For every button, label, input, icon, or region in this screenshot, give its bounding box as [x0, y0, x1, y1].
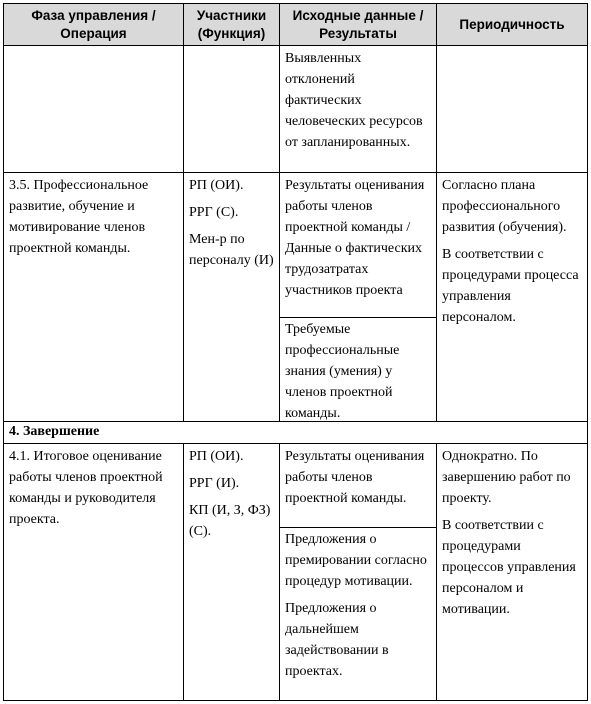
header-data-label: Исходные данные / Результаты [292, 7, 424, 41]
cell-empty [4, 46, 184, 172]
data-3-5-text-1: Результаты оценивания работы членов проектной команды / Данные о фактических трудозатратах участников проекта [285, 178, 425, 298]
data-3-5-text-2: Требуемые профессиональные знания (умения) у членов проектной команды. [285, 322, 400, 421]
section-row-4 [4, 421, 587, 443]
table-row-3-5 [4, 172, 587, 421]
periodicity-text: В соответствии с процедурами процесса управления персоналом. [442, 247, 579, 325]
section-title: 4. Завершение [9, 424, 100, 439]
cell-participants-3-5 [184, 173, 280, 421]
cell-deviations [280, 46, 437, 172]
data-4-1-text-1: Результаты оценивания работы членов проектной команды. [285, 449, 425, 506]
cell-data-3-5 [280, 173, 437, 421]
table-header [4, 4, 587, 46]
cell-data-4-1 [280, 444, 437, 700]
periodicity-text: Однократно. По завершению работ по проекту. [442, 449, 571, 506]
cell-operation-4-1 [4, 444, 184, 700]
cell-periodicity-3-5 [437, 173, 587, 421]
participant: КП (И, З, ФЗ) (С). [189, 503, 271, 539]
header-phase-label: Фаза управления / Операция [31, 7, 156, 41]
process-table [3, 3, 588, 701]
header-participants [184, 4, 280, 45]
header-periodicity-label: Периодичность [459, 16, 565, 32]
cell-empty [184, 46, 280, 172]
data-3-5-part-1 [280, 175, 436, 301]
participant: РП (ОИ). [189, 178, 244, 193]
cell-empty [437, 46, 587, 172]
participant: РРГ (И). [189, 476, 240, 491]
data-4-1-part-2 [280, 527, 436, 682]
participant: РП (ОИ). [189, 449, 244, 464]
operation-4-1-text: 4.1. Итоговое оценивание работы членов проектной команды и руководителя проекта. [9, 449, 163, 527]
data-4-1-part-1 [280, 446, 436, 509]
periodicity-text: В соответствии с процедурами процессов управления персоналом и мотивации. [442, 518, 576, 617]
table-row-continuation [4, 46, 587, 172]
header-participants-label: Участники (Функция) [196, 7, 267, 41]
header-periodicity [437, 4, 587, 45]
periodicity-text: Согласно плана профессионального развития (обучения). [442, 178, 567, 235]
participant: Мен-р по персоналу (И) [189, 232, 274, 268]
participant: РРГ (С). [189, 205, 239, 220]
cell-participants-4-1 [184, 444, 280, 700]
data-4-1-text-3: Предложения о дальнейшем задействовании в проектах. [285, 601, 389, 679]
deviations-text: Выявленных отклонений фактических человеческих ресурсов от запланированных. [285, 51, 423, 150]
cell-operation-3-5 [4, 173, 184, 421]
operation-3-5-text: 3.5. Профессиональное развитие, обучение и мотивирование членов проектной команды. [9, 178, 149, 256]
cell-periodicity-4-1 [437, 444, 587, 700]
header-phase [4, 4, 184, 45]
data-4-1-text-2: Предложения о премировании согласно процедур мотивации. [285, 532, 427, 589]
data-3-5-part-2 [280, 317, 436, 424]
header-data [280, 4, 437, 45]
table-row-4-1 [4, 443, 587, 700]
